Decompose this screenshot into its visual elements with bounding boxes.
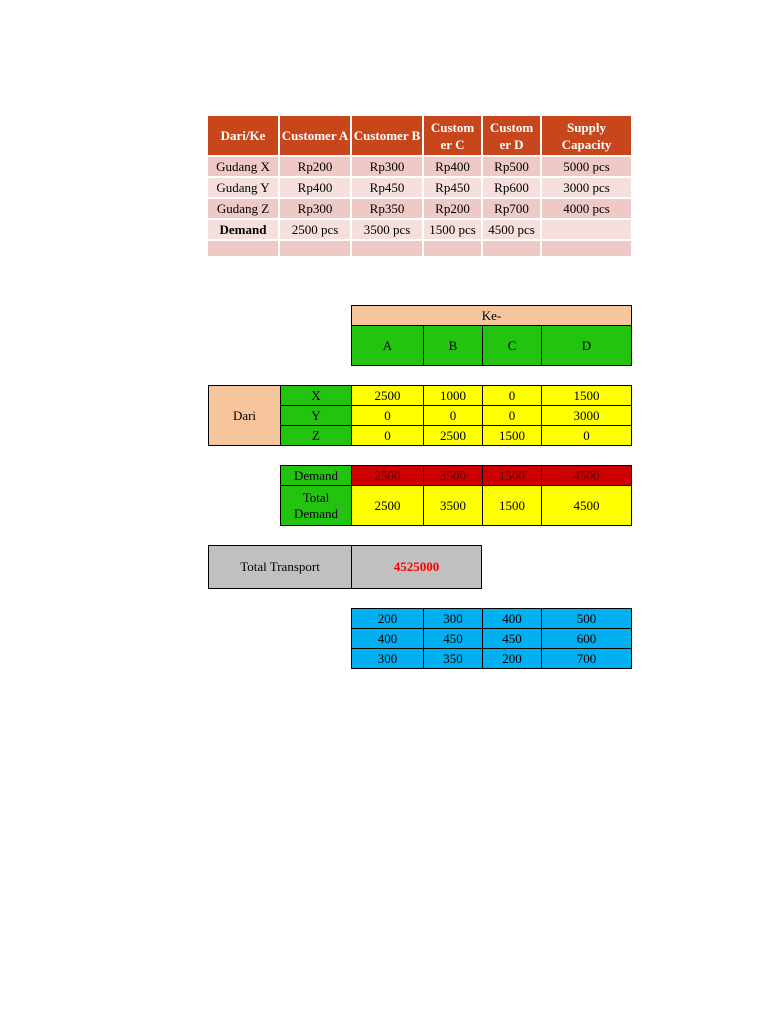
- allocation-table: [208, 385, 632, 446]
- table-cell: 3000 pcs: [542, 178, 631, 197]
- header-cell: Dari/Ke: [208, 116, 278, 155]
- empty-cell: [280, 241, 350, 256]
- cost-cell: 200: [483, 649, 542, 669]
- total-demand-cell: 3500: [424, 486, 483, 526]
- cost-cell: 400: [483, 609, 542, 629]
- table-cell: Rp400: [424, 157, 481, 176]
- header-cell: Custom er C: [424, 116, 481, 155]
- table-cell: Rp500: [483, 157, 540, 176]
- allocation-cell[interactable]: 0: [352, 406, 424, 426]
- cost-cell: 700: [542, 649, 632, 669]
- cost-matrix-table: [351, 608, 632, 669]
- destination-cell: D: [542, 326, 632, 366]
- cost-cell: 450: [424, 629, 483, 649]
- table-cell: 3500 pcs: [352, 220, 422, 239]
- row-label: Gudang Z: [208, 199, 278, 218]
- header-cell: Customer B: [352, 116, 422, 155]
- cost-cell: 500: [542, 609, 632, 629]
- destination-cell: C: [483, 326, 542, 366]
- ke-title: Ke-: [352, 306, 632, 326]
- table-cell: 1500 pcs: [424, 220, 481, 239]
- cost-table: [206, 114, 633, 258]
- source-label: Y: [281, 406, 352, 426]
- empty-cell: [424, 241, 481, 256]
- demand-cell: 2500: [352, 466, 424, 486]
- cost-cell: 450: [483, 629, 542, 649]
- cost-cell: 200: [352, 609, 424, 629]
- table-cell: 4500 pcs: [483, 220, 540, 239]
- source-label: X: [281, 386, 352, 406]
- demand-label: Demand: [281, 466, 352, 486]
- demand-cell: 1500: [483, 466, 542, 486]
- table-cell: Rp200: [424, 199, 481, 218]
- allocation-cell[interactable]: 3000: [542, 406, 632, 426]
- total-transport-value[interactable]: 4525000: [352, 546, 482, 589]
- table-cell: Rp600: [483, 178, 540, 197]
- table-row: [208, 157, 631, 176]
- table-row: [208, 178, 631, 197]
- table-cell: Rp200: [280, 157, 350, 176]
- allocation-cell[interactable]: 2500: [352, 386, 424, 406]
- table-row: [352, 649, 632, 669]
- table-cell: [542, 220, 631, 239]
- total-demand-cell: 4500: [542, 486, 632, 526]
- table-cell: 4000 pcs: [542, 199, 631, 218]
- allocation-cell[interactable]: 1500: [542, 386, 632, 406]
- table-cell: Rp300: [280, 199, 350, 218]
- cost-cell: 600: [542, 629, 632, 649]
- allocation-cell[interactable]: 0: [352, 426, 424, 446]
- table-cell: Rp400: [280, 178, 350, 197]
- total-demand-row: [281, 486, 632, 526]
- row-label: Gudang X: [208, 157, 278, 176]
- table-cell: Rp450: [352, 178, 422, 197]
- table-row: [352, 629, 632, 649]
- demand-row: [208, 220, 631, 239]
- cost-cell: 350: [424, 649, 483, 669]
- cost-cell: 300: [352, 649, 424, 669]
- demand-table: [280, 465, 632, 526]
- allocation-cell[interactable]: 2500: [424, 426, 483, 446]
- cost-cell: 400: [352, 629, 424, 649]
- total-transport-table: [208, 545, 482, 589]
- row-label: Gudang Y: [208, 178, 278, 197]
- table-cell: Rp700: [483, 199, 540, 218]
- header-cell: Supply Capacity: [542, 116, 631, 155]
- table-cell: Rp450: [424, 178, 481, 197]
- table-cell: Rp300: [352, 157, 422, 176]
- empty-cell: [208, 241, 278, 256]
- total-transport-label: Total Transport: [209, 546, 352, 589]
- table-cell: Rp350: [352, 199, 422, 218]
- total-demand-cell: 1500: [483, 486, 542, 526]
- destination-cell: B: [424, 326, 483, 366]
- header-cell: Custom er D: [483, 116, 540, 155]
- destination-cell: A: [352, 326, 424, 366]
- table-cell: 5000 pcs: [542, 157, 631, 176]
- table-cell: 2500 pcs: [280, 220, 350, 239]
- cost-cell: 300: [424, 609, 483, 629]
- empty-row: [208, 241, 631, 256]
- allocation-cell[interactable]: 1000: [424, 386, 483, 406]
- total-demand-label: Total Demand: [281, 486, 352, 526]
- empty-cell: [352, 241, 422, 256]
- allocation-cell[interactable]: 0: [483, 406, 542, 426]
- allocation-cell[interactable]: 0: [483, 386, 542, 406]
- source-label: Z: [281, 426, 352, 446]
- demand-cell: 3500: [424, 466, 483, 486]
- allocation-cell[interactable]: 0: [542, 426, 632, 446]
- table-row: [208, 199, 631, 218]
- cost-table-header: [208, 116, 631, 155]
- allocation-cell[interactable]: 1500: [483, 426, 542, 446]
- table-row: [209, 386, 632, 406]
- empty-cell: [483, 241, 540, 256]
- row-label: Demand: [208, 220, 278, 239]
- allocation-cell[interactable]: 0: [424, 406, 483, 426]
- header-cell: Customer A: [280, 116, 350, 155]
- dari-label: Dari: [209, 386, 281, 446]
- demand-row: [281, 466, 632, 486]
- demand-cell: 4500: [542, 466, 632, 486]
- destination-header-table: [351, 305, 632, 366]
- total-demand-cell: 2500: [352, 486, 424, 526]
- table-row: [352, 609, 632, 629]
- empty-cell: [542, 241, 631, 256]
